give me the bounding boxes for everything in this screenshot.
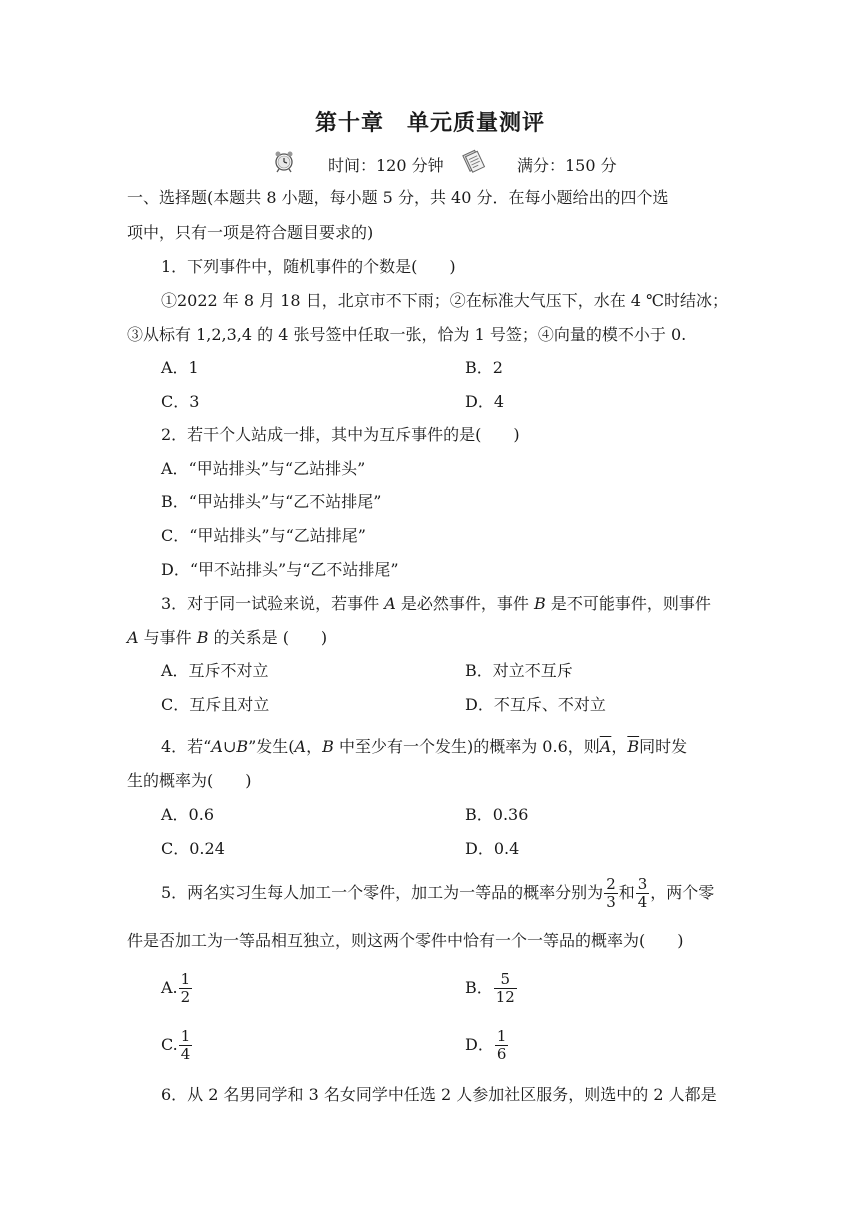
denominator: 6	[496, 1045, 507, 1063]
var-b: B	[236, 737, 249, 756]
q5-stem	[161, 874, 714, 912]
q5-part: ，两个零	[650, 883, 715, 902]
q3-stem	[161, 594, 711, 614]
q1-option-c: C．3	[161, 392, 200, 411]
q5-line2: 件是否加工为一等品相互独立，则这两个零件中恰有一个一等品的概率为( )	[127, 931, 684, 950]
q4-part: ”发生(	[248, 737, 295, 756]
q4-line2: 生的概率为( )	[127, 771, 252, 790]
union-symbol: ∪	[222, 737, 237, 756]
option-label: D．	[465, 1035, 494, 1054]
complement-b: $\overline{B}$	[627, 737, 640, 756]
q5-part: 和	[618, 883, 635, 902]
option-label: A.	[161, 978, 178, 997]
q5-option-a	[161, 969, 193, 1007]
paper-sheets-icon	[460, 148, 486, 178]
fraction	[179, 971, 193, 1006]
q1-option-a: A．1	[161, 358, 199, 377]
section-heading-line2: 项中，只有一项是符合题目要求的)	[127, 223, 374, 242]
q3-line2-part: 的关系是 ( )	[208, 628, 328, 647]
numerator: 2	[606, 875, 616, 893]
q2-stem: 2．若干个人站成一排，其中为互斥事件的是( )	[161, 425, 520, 444]
q4-part: ，	[306, 737, 323, 756]
q4-option-c: C．0.24	[161, 839, 225, 858]
fraction	[495, 1028, 509, 1063]
q1-line2: ①2022 年 8 月 18 日，北京市不下雨；②在标准大气压下，水在 4 ℃时结冰；	[161, 291, 728, 310]
q5-part: 5．两名实习生每人加工一个零件，加工为一等品的概率分别为	[161, 883, 604, 902]
q2-option-c: C．“甲站排头”与“乙站排尾”	[161, 526, 366, 545]
numerator: 5	[494, 971, 517, 989]
q1-stem: 1．下列事件中，随机事件的个数是( )	[161, 257, 456, 276]
q4-part: ，	[611, 737, 628, 756]
var-a: A	[211, 737, 223, 756]
alarm-clock-icon	[272, 149, 296, 177]
q4-option-b: B．0.36	[465, 805, 529, 824]
var-a: A	[294, 737, 307, 756]
var-b: B	[534, 594, 546, 613]
exam-time: 时间：120 分钟	[328, 156, 444, 175]
q1-option-b: B．2	[465, 358, 503, 377]
denominator: 12	[495, 988, 515, 1006]
q3-line2-part: 与事件	[138, 628, 197, 647]
fraction	[494, 971, 517, 1006]
var-a: A	[384, 594, 396, 613]
q1-option-d: D．4	[465, 392, 505, 411]
numerator: 1	[180, 970, 191, 988]
denominator: 2	[180, 988, 191, 1006]
var-a: A	[127, 628, 139, 647]
fraction	[179, 1028, 193, 1063]
numerator: 3	[637, 875, 648, 893]
q3-option-a: A．互斥不对立	[161, 661, 269, 680]
denominator: 4	[180, 1045, 191, 1063]
q2-option-a: A．“甲站排头”与“乙站排头”	[161, 459, 366, 478]
var-b: B	[196, 628, 209, 647]
exam-score: 满分：150 分	[517, 156, 617, 175]
q3-option-b: B．对立不互斥	[465, 661, 573, 680]
fraction-two-thirds	[604, 876, 618, 911]
q1-line3: ③从标有 1,2,3,4 的 4 张号签中任取一张，恰为 1 号签；④向量的模不小于 0.	[127, 325, 687, 344]
q3-stem-part: 是不可能事件，则事件	[545, 594, 711, 613]
q5-option-b	[465, 969, 518, 1007]
q5-option-d	[465, 1026, 509, 1064]
option-label: C.	[161, 1035, 178, 1054]
q2-option-b: B．“甲站排头”与“乙不站排尾”	[161, 492, 382, 511]
q3-option-c: C．互斥且对立	[161, 695, 270, 714]
q6-stem: 6．从 2 名男同学和 3 名女同学中任选 2 人参加社区服务，则选中的 2 人都是	[161, 1085, 717, 1104]
numerator: 1	[180, 1027, 191, 1045]
option-label: B．	[465, 978, 493, 997]
q4-stem	[161, 737, 687, 757]
q4-option-a: A．0.6	[161, 805, 215, 824]
var-b: B	[322, 737, 334, 756]
q4-part: 中至少有一个发生)的概率为 0.6，则	[333, 737, 600, 756]
q3-line2	[127, 628, 327, 648]
q3-option-d: D．不互斥、不对立	[465, 695, 606, 714]
q5-option-c	[161, 1026, 193, 1064]
complement-a: $\overline{A}$	[599, 737, 612, 756]
q4-option-d: D．0.4	[465, 839, 520, 858]
q4-part: 4．若“	[161, 737, 212, 756]
numerator: 1	[496, 1027, 507, 1045]
fraction-three-quarters	[636, 876, 650, 911]
q3-stem-part: 3．对于同一试验来说，若事件	[161, 594, 385, 613]
q4-part: 同时发	[639, 737, 688, 756]
q2-option-d: D．“甲不站排头”与“乙不站排尾”	[161, 560, 399, 579]
denominator: 4	[637, 893, 648, 911]
page-title: 第十章 单元质量测评	[314, 111, 545, 136]
denominator: 3	[606, 893, 616, 911]
q3-stem-part: 是必然事件，事件	[395, 594, 535, 613]
section-heading-line1: 一、选择题(本题共 8 小题，每小题 5 分，共 40 分．在每小题给出的四个选	[127, 188, 669, 207]
